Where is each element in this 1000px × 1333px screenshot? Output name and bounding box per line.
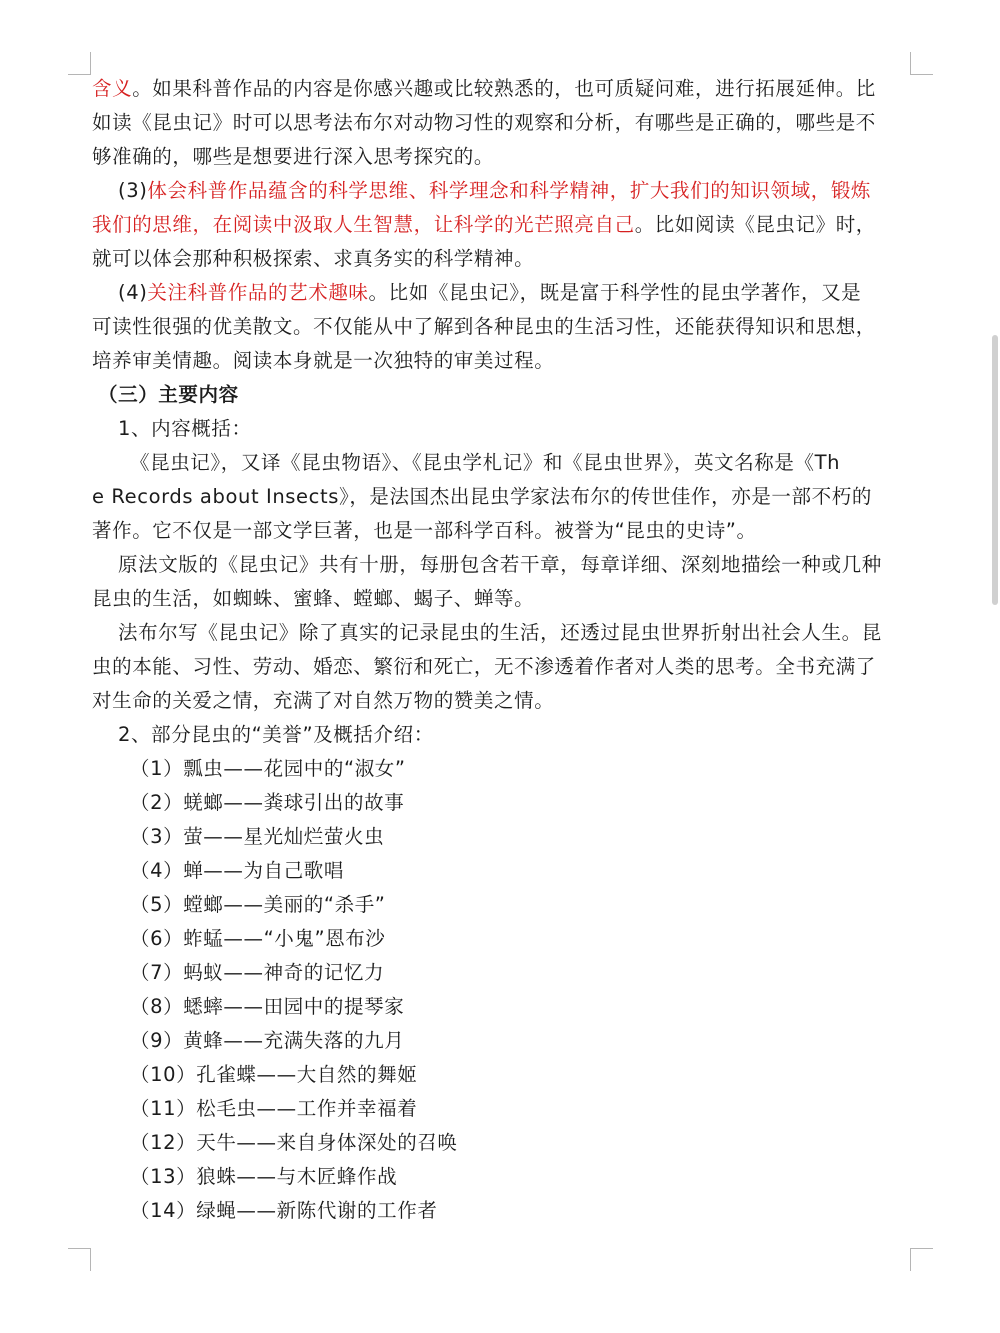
text-line: 对生命的关爱之情，充满了对自然万物的赞美之情。 — [92, 689, 555, 712]
margin-corner-mark — [910, 52, 933, 75]
highlight-text: 关注科普作品的艺术趣味 — [147, 281, 369, 304]
subsection-title: 2、部分昆虫的“美誉”及概括介绍： — [118, 723, 434, 746]
list-item: （5）螳螂——美丽的“杀手” — [130, 893, 386, 916]
list-item: （13）狼蛛——与木匠蜂作战 — [130, 1165, 398, 1188]
margin-corner-mark — [68, 52, 91, 75]
subsection-title: 1、内容概括： — [118, 417, 252, 440]
text-line: 著作。它不仅是一部文学巨著，也是一部科学百科。被誉为“昆虫的史诗”。 — [92, 519, 757, 542]
list-item: （6）蚱蜢——“小鬼”恩布沙 — [130, 927, 386, 950]
text-line: 如读《昆虫记》时可以思考法布尔对动物习性的观察和分析，有哪些是正确的，哪些是不 — [92, 111, 876, 134]
list-item: （3）萤——星光灿烂萤火虫 — [130, 825, 385, 848]
margin-corner-mark — [68, 1248, 91, 1271]
highlight-text: 含义 — [92, 77, 133, 100]
list-item: （10）孔雀蝶——大自然的舞姬 — [130, 1063, 418, 1086]
text-line: 够准确的，哪些是想要进行深入思考探究的。 — [92, 145, 495, 168]
scrollbar[interactable] — [992, 335, 998, 605]
text-line: 我们的思维，在阅读中汲取人生智慧，让科学的光芒照亮自己。比如阅读《昆虫记》时， — [92, 213, 876, 236]
text-line: e Records about Insects》，是法国杰出昆虫学家法布尔的传世佳作，亦是一部不朽的 — [92, 485, 872, 508]
list-item: （4）蝉——为自己歌唱 — [130, 859, 345, 882]
text-line: 含义。如果科普作品的内容是你感兴趣或比较熟悉的，也可质疑问难，进行拓展延伸。比 — [92, 77, 876, 100]
point-number: (4) — [118, 281, 148, 304]
list-item: （9）黄蜂——充满失落的九月 — [130, 1029, 405, 1052]
text-line: 《昆虫记》，又译《昆虫物语》、《昆虫学札记》和《昆虫世界》，英文名称是《Th — [130, 451, 841, 474]
document-body — [92, 72, 908, 1228]
text-line: 可读性很强的优美散文。不仅能从中了解到各种昆虫的生活习性，还能获得知识和思想， — [92, 315, 876, 338]
text-line: 昆虫的生活，如蜘蛛、蜜蜂、螳螂、蝎子、蝉等。 — [92, 587, 535, 610]
point-number: (3) — [118, 179, 148, 202]
text-line: 原法文版的《昆虫记》共有十册，每册包含若干章，每章详细、深刻地描绘一种或几种 — [118, 553, 882, 576]
text-line: 虫的本能、习性、劳动、婚恋、繁衍和死亡，无不渗透着作者对人类的思考。全书充满了 — [92, 655, 876, 678]
text-line: 法布尔写《昆虫记》除了真实的记录昆虫的生活，还透过昆虫世界折射出社会人生。昆 — [118, 621, 882, 644]
point-3-line — [92, 174, 908, 208]
list-item: （1）瓢虫——花园中的“淑女” — [130, 757, 406, 780]
text-line: 培养审美情趣。阅读本身就是一次独特的审美过程。 — [92, 349, 555, 372]
list-item: （8）蟋蟀——田园中的提琴家 — [130, 995, 405, 1018]
list-item: （12）天牛——来自身体深处的召唤 — [130, 1131, 458, 1154]
list-item: （11）松毛虫——工作并幸福着 — [130, 1097, 418, 1120]
list-item: （7）蚂蚁——神奇的记忆力 — [130, 961, 385, 984]
list-item: （2）蜣螂——粪球引出的故事 — [130, 791, 405, 814]
highlight-text: 我们的思维，在阅读中汲取人生智慧，让科学的光芒照亮自己 — [92, 213, 635, 236]
section-heading: （三）主要内容 — [98, 383, 239, 406]
highlight-text: 体会科普作品蕴含的科学思维、科学理念和科学精神，扩大我们的知识领域，锻炼 — [147, 179, 872, 202]
point-4-line: (4)关注科普作品的艺术趣味。比如《昆虫记》，既是富于科学性的昆虫学著作，又是 — [118, 281, 862, 304]
list-item: （14）绿蝇——新陈代谢的工作者 — [130, 1199, 438, 1222]
margin-corner-mark — [910, 1248, 933, 1271]
text-line: 就可以体会那种积极探索、求真务实的科学精神。 — [92, 247, 535, 270]
